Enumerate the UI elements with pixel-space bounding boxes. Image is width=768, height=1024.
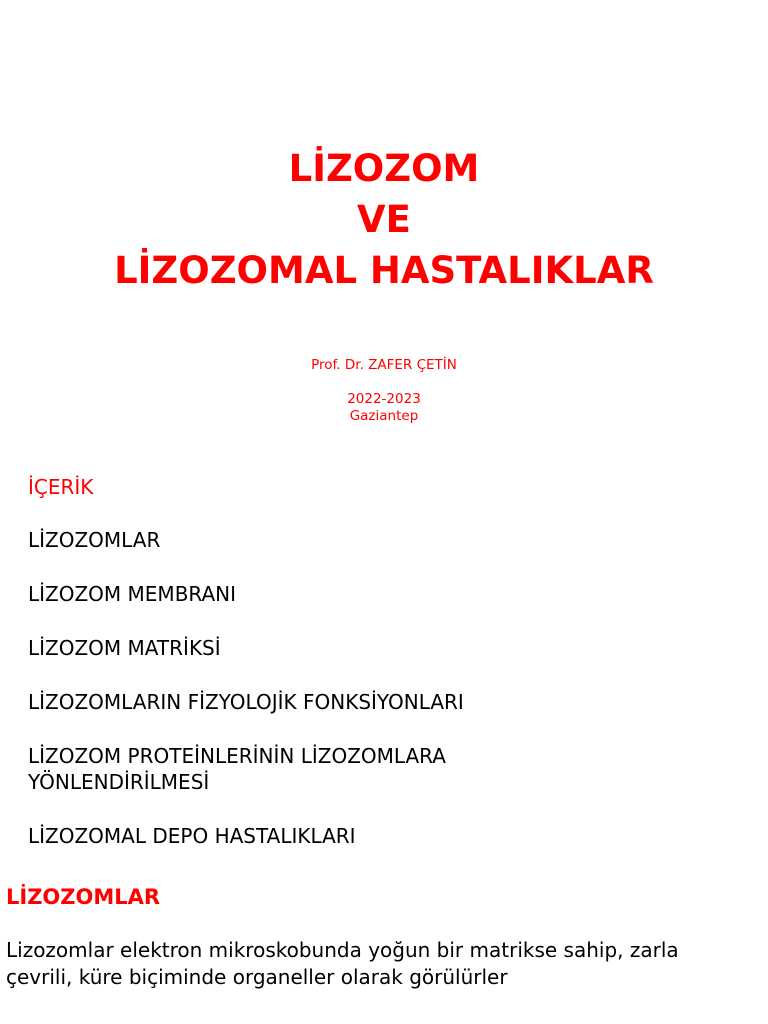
author-name: Prof. Dr. ZAFER ÇETİN [311, 357, 457, 373]
city: Gaziantep [349, 408, 419, 424]
toc-item-label: LİZOZOMAL DEPO HASTALIKLARI [28, 824, 356, 848]
toc-item-protein-targeting [28, 743, 464, 795]
section-paragraph [6, 937, 756, 991]
academic-year: 2022-2023 [347, 391, 421, 407]
author-block [0, 357, 768, 425]
table-of-contents [28, 527, 464, 849]
paragraph-line-2: çevrili, küre biçiminde organeller olarak görülürler [6, 965, 508, 989]
document-title [0, 143, 768, 296]
toc-item-functions [28, 689, 464, 715]
paragraph-line-1: Lizozomlar elektron mikroskobunda yoğun bir matrikse sahip, zarla [6, 938, 679, 962]
author-spacer [0, 374, 768, 391]
toc-item-label: LİZOZOM PROTEİNLERİNİN LİZOZOMLARA [28, 744, 446, 768]
toc-item-label: LİZOZOM MATRİKSİ [28, 636, 221, 660]
section-heading: LİZOZOMLAR [6, 885, 161, 909]
toc-item-label-continued: YÖNLENDİRİLMESİ [28, 770, 210, 794]
toc-item-storage-diseases [28, 823, 464, 849]
toc-item-matrix [28, 635, 464, 661]
title-line-1: LİZOZOM [288, 147, 480, 190]
toc-item-label: LİZOZOMLAR [28, 528, 161, 552]
toc-item-lizozomlar [28, 527, 464, 553]
toc-heading: İÇERİK [28, 475, 94, 499]
title-line-2: VE [357, 198, 411, 241]
toc-item-label: LİZOZOMLARIN FİZYOLOJİK FONKSİYONLARI [28, 690, 464, 714]
title-line-3: LİZOZOMAL HASTALIKLAR [114, 249, 654, 292]
toc-item-membrane [28, 581, 464, 607]
toc-item-label: LİZOZOM MEMBRANI [28, 582, 237, 606]
